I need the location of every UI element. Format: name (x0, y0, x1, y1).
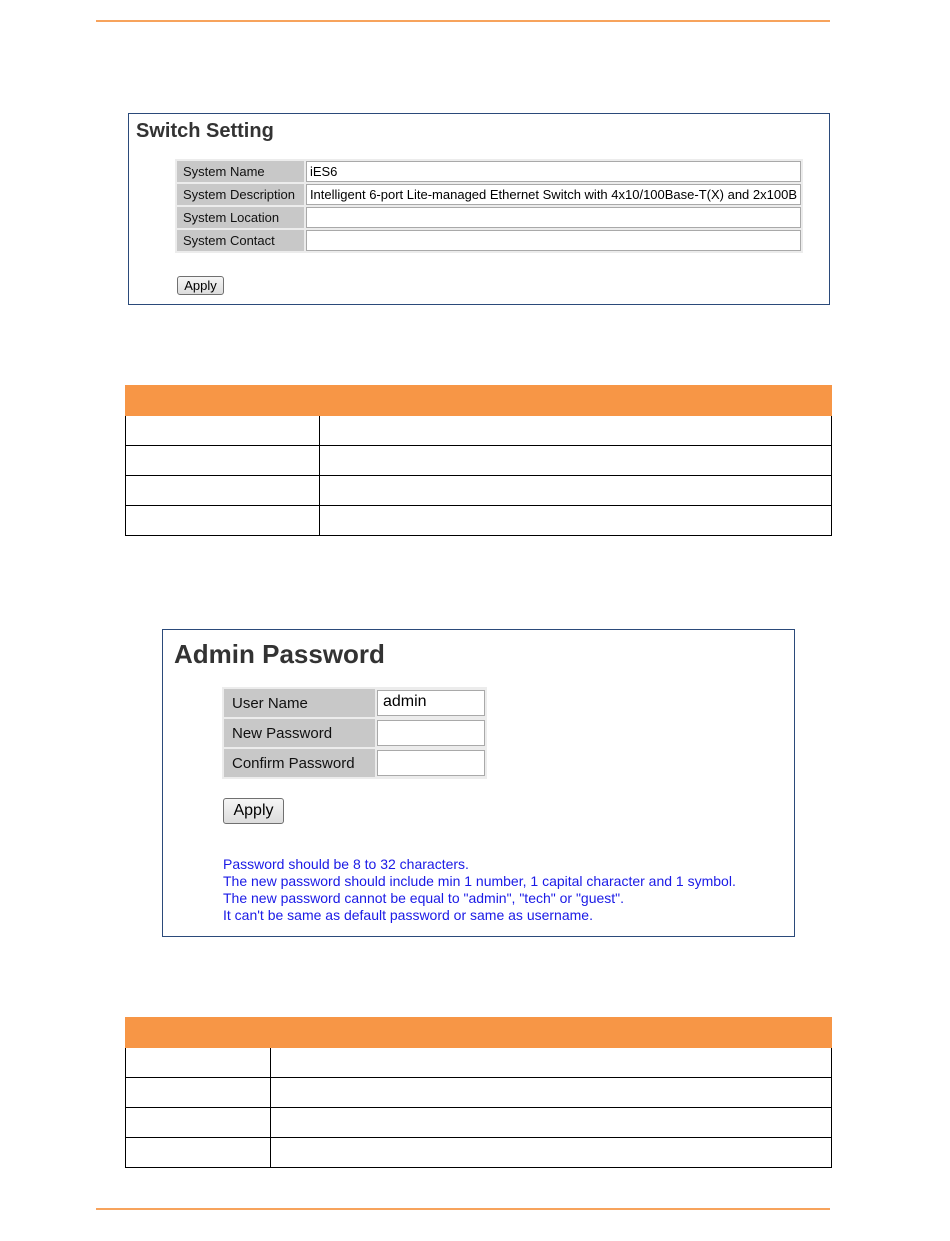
table-cell (126, 1078, 271, 1108)
table-header-cell (271, 1018, 832, 1048)
password-rules-notes (223, 856, 736, 924)
system-name-input[interactable]: iES6 (306, 161, 801, 182)
description-table-2 (125, 1017, 832, 1168)
table-header-cell (126, 386, 320, 416)
table-cell (271, 1048, 832, 1078)
system-name-label: System Name (177, 161, 304, 182)
admin-password-title: Admin Password (174, 639, 385, 669)
system-location-input[interactable] (306, 207, 801, 228)
description-table-1 (125, 385, 832, 536)
table-cell (126, 476, 320, 506)
admin-password-apply-button[interactable]: Apply (223, 798, 284, 824)
table-row (126, 1078, 832, 1108)
footer-rule (96, 1208, 830, 1210)
new-password-input[interactable] (377, 720, 485, 746)
table-row (126, 416, 832, 446)
table-cell (320, 476, 832, 506)
table-cell (320, 446, 832, 476)
admin-password-panel (162, 629, 795, 937)
table-cell (126, 1048, 271, 1078)
system-contact-label: System Contact (177, 230, 304, 251)
system-description-label: System Description (177, 184, 304, 205)
new-password-label: New Password (224, 719, 375, 747)
password-rule-note: The new password cannot be equal to "admin", "tech" or "guest". (223, 890, 625, 906)
table-cell (126, 446, 320, 476)
table-cell (320, 416, 832, 446)
table-row (126, 1108, 832, 1138)
table-row (126, 1048, 832, 1078)
admin-password-form (222, 687, 487, 779)
confirm-password-row (224, 749, 485, 777)
system-location-label: System Location (177, 207, 304, 228)
table-header-cell (320, 386, 832, 416)
system-description-row (177, 184, 801, 205)
confirm-password-label: Confirm Password (224, 749, 375, 777)
system-name-row (177, 161, 801, 182)
system-contact-input[interactable] (306, 230, 801, 251)
table-header-cell (126, 1018, 271, 1048)
password-rule-note: The new password should include min 1 number, 1 capital character and 1 symbol. (223, 873, 736, 889)
confirm-password-input[interactable] (377, 750, 485, 776)
table-header-row (126, 386, 832, 416)
password-rule-note: It can't be same as default password or same as username. (223, 907, 593, 923)
table-cell (271, 1078, 832, 1108)
system-contact-row (177, 230, 801, 251)
table-row (126, 446, 832, 476)
table-header-row (126, 1018, 832, 1048)
table-cell (126, 506, 320, 536)
switch-setting-title: Switch Setting (136, 120, 274, 142)
system-location-row (177, 207, 801, 228)
header-rule (96, 20, 830, 22)
table-cell (126, 416, 320, 446)
table-row (126, 476, 832, 506)
user-name-row (224, 689, 485, 717)
user-name-input[interactable]: admin (377, 690, 485, 716)
table-row (126, 506, 832, 536)
table-row (126, 1138, 832, 1168)
table-cell (271, 1108, 832, 1138)
table-cell (320, 506, 832, 536)
table-cell (126, 1108, 271, 1138)
new-password-row (224, 719, 485, 747)
system-description-input[interactable]: Intelligent 6-port Lite-managed Ethernet Switch with 4x10/100Base-T(X) and 2x100B (306, 184, 801, 205)
switch-setting-form (175, 159, 803, 253)
switch-setting-apply-button[interactable]: Apply (177, 276, 224, 295)
table-cell (126, 1138, 271, 1168)
switch-setting-panel (128, 113, 830, 305)
password-rule-note: Password should be 8 to 32 characters. (223, 856, 469, 872)
user-name-label: User Name (224, 689, 375, 717)
table-cell (271, 1138, 832, 1168)
